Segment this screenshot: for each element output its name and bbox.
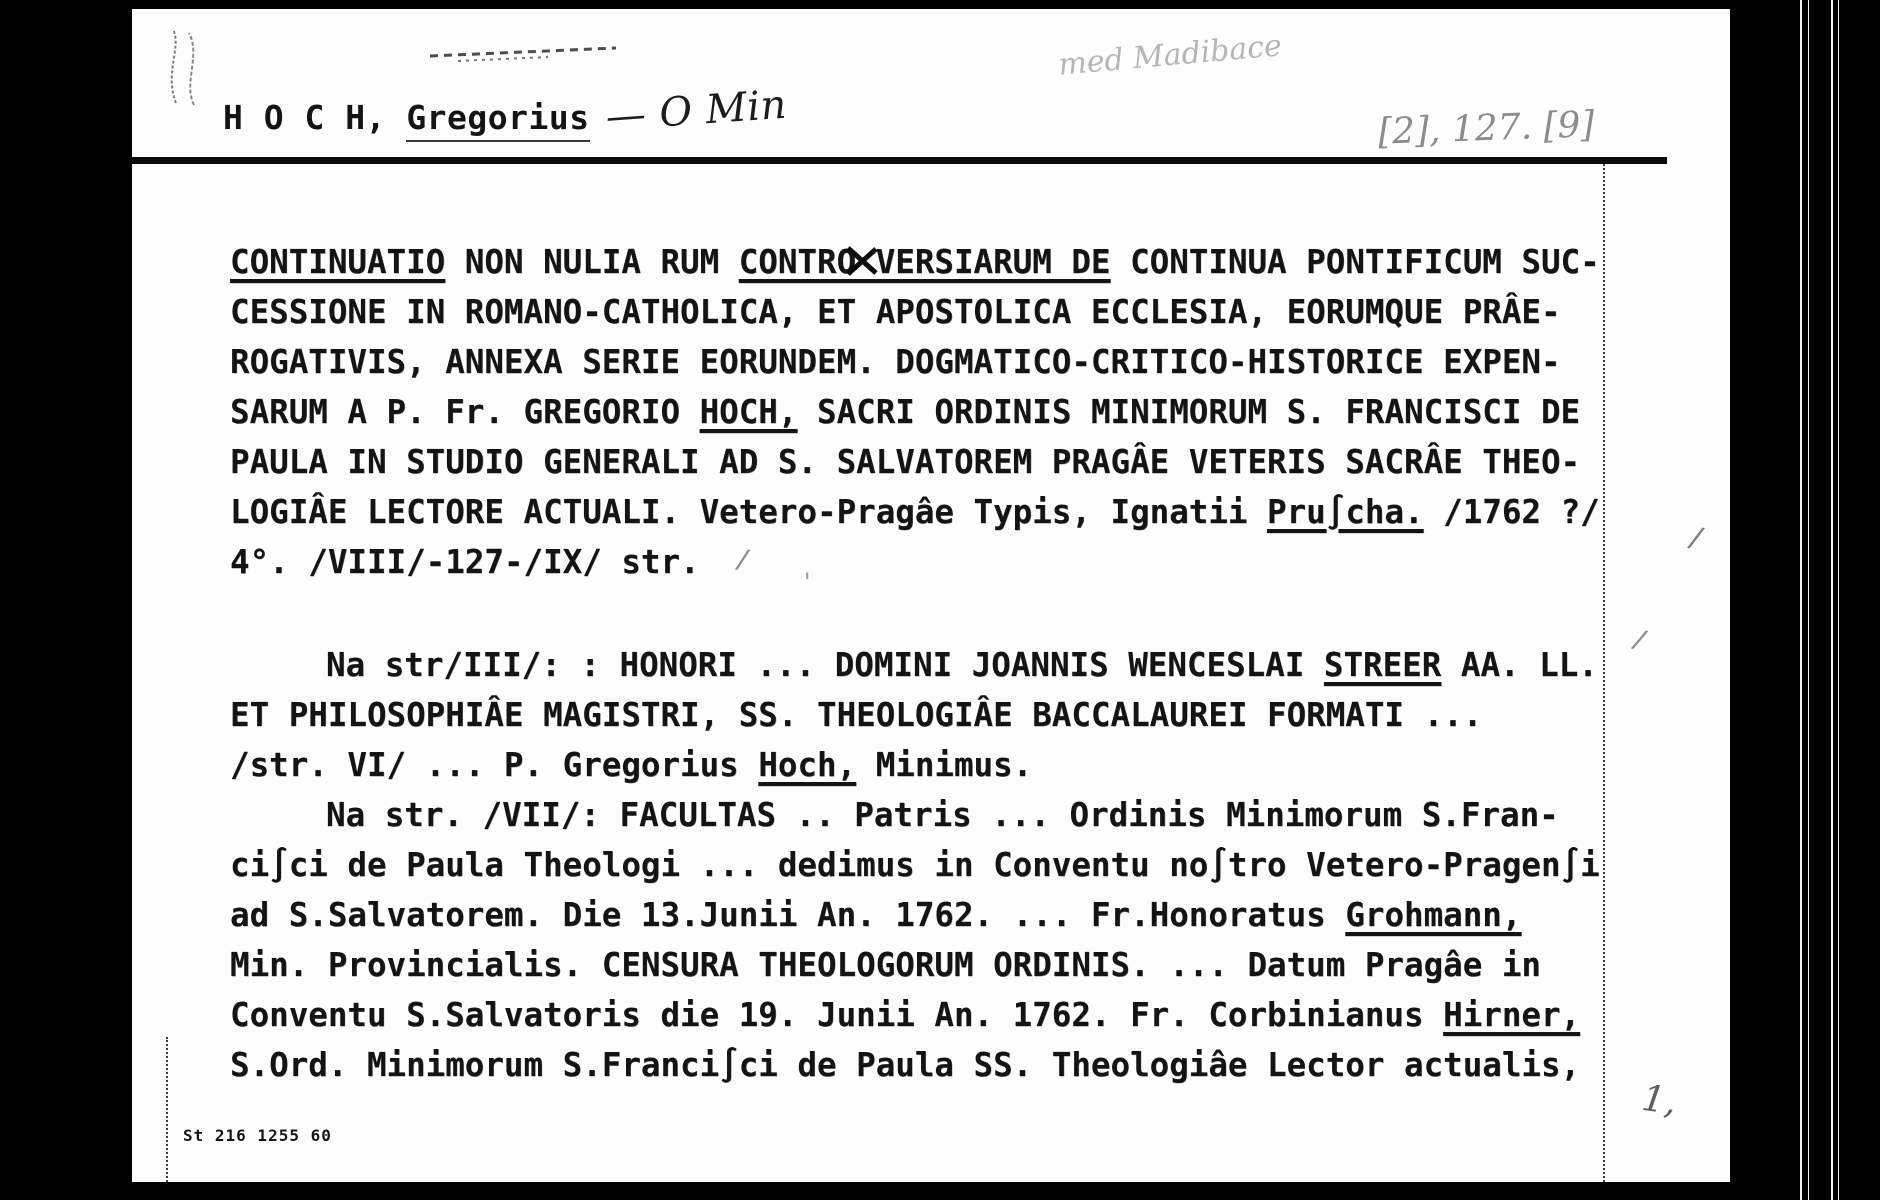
text-run: Minimus. xyxy=(856,746,1033,784)
text-line xyxy=(230,740,1650,790)
text-line xyxy=(230,537,1650,587)
text-line xyxy=(230,690,1650,740)
text-line xyxy=(230,337,1650,387)
pencil-shelf-numbers: [2], 127. [9] xyxy=(1377,104,1596,153)
document-body xyxy=(230,237,1650,1090)
underlined-text: STREER xyxy=(1323,646,1442,684)
card-heading xyxy=(223,81,788,141)
text-run: ET PHILOSOPHIÂE MAGISTRI, SS. THEOLOGIÂE BACCALAUREI FORMATI ... xyxy=(230,696,1483,734)
text-run: LOGIÂE LECTORE ACTUALI. Vetero-Pragâe Typis, Ignatii xyxy=(230,493,1268,531)
text-run: CESSIONE IN ROMANO-CATHOLICA, ET APOSTOLICA ECCLESIA, EORUMQUE PRÂE- xyxy=(230,293,1561,331)
pencil-page-mark: 1, xyxy=(1639,1077,1680,1124)
pencil-tick: / xyxy=(1628,623,1652,657)
text-line xyxy=(230,1040,1650,1090)
paragraph xyxy=(230,640,1650,790)
film-edge-line xyxy=(1800,0,1802,1200)
pencil-scribble-mark xyxy=(428,42,618,64)
text-line xyxy=(230,940,1650,990)
pencil-squiggle-mark xyxy=(156,25,210,109)
text-run: S.Ord. Minimorum S.Franci∫ci de Paula SS. Theologiâe Lector actualis, xyxy=(230,1046,1581,1084)
text-run: 4°. /VIII/-127-/IX/ str. xyxy=(230,543,700,581)
pencil-tick: / xyxy=(732,544,753,576)
text-run: /1762 ?/ xyxy=(1423,493,1600,531)
text-line xyxy=(230,387,1650,437)
handwritten-tie-mark xyxy=(842,246,882,276)
text-run: SACRI ORDINIS MINIMORUM S. FRANCISCI DE xyxy=(797,393,1581,431)
text-run: ROGATIVIS, ANNEXA SERIE EORUNDEM. DOGMATICO-CRITICO-HISTORICE EXPEN- xyxy=(230,343,1561,381)
underlined-text: HOCH, xyxy=(699,393,798,431)
text-run: AA. LL. xyxy=(1441,646,1598,684)
text-run: Min. Provincialis. CENSURA THEOLOGORUM ORDINIS. ... Datum Pragâe in xyxy=(230,946,1541,984)
catalog-card-paper xyxy=(132,9,1730,1182)
heading-surname: H O C H, xyxy=(223,98,407,137)
underlined-text: Hirner, xyxy=(1443,996,1581,1034)
film-edge-line xyxy=(1808,0,1809,1200)
text-run: /str. VI/ ... P. Gregorius xyxy=(230,746,759,784)
text-run: ci∫ci de Paula Theologi ... dedimus in Conventu no∫tro Vetero-Pragen∫i xyxy=(230,846,1600,884)
text-line xyxy=(230,287,1650,337)
handwritten-order-note: — O Min xyxy=(603,81,788,141)
text-run: PAULA IN STUDIO GENERALI AD S. SALVATOREM PRAGÂE VETERIS SACRÂE THEO- xyxy=(230,443,1581,481)
text-line xyxy=(230,237,1650,287)
pencil-tick: ' xyxy=(800,568,815,596)
text-line xyxy=(230,640,1650,690)
pencil-tick: / xyxy=(1684,519,1709,556)
film-edge-line xyxy=(1831,0,1833,1200)
text-run: Na str. /VII/: FACULTAS .. Patris ... Ordinis Minimorum S.Fran- xyxy=(326,796,1559,834)
underlined-text: Grohmann, xyxy=(1345,896,1522,934)
text-line xyxy=(230,790,1650,840)
text-run: Conventu S.Salvatoris die 19. Junii An. 1762. Fr. Corbinianus xyxy=(230,996,1444,1034)
text-run: ad S.Salvatorem. Die 13.Junii An. 1762. ... Fr.Honoratus xyxy=(230,896,1346,934)
text-run: NON NULIA RUM xyxy=(445,243,739,281)
text-line xyxy=(230,890,1650,940)
underlined-text: CONTINUATIO xyxy=(230,243,446,281)
pencil-note: med Madibace xyxy=(1056,28,1284,83)
text-line xyxy=(230,990,1650,1040)
text-line xyxy=(230,840,1650,890)
catalog-code: St 216 1255 60 xyxy=(183,1126,332,1145)
heading-forename: Gregorius xyxy=(406,98,589,142)
underlined-text: Hoch, xyxy=(758,746,857,784)
text-run: Na str/III/: : HONORI ... DOMINI JOANNIS WENCESLAI xyxy=(326,646,1324,684)
text-line xyxy=(230,487,1650,537)
film-edge-line xyxy=(1838,0,1839,1200)
text-run: CONTINUA PONTIFICUM SUC- xyxy=(1110,243,1600,281)
underlined-text: Pru∫cha. xyxy=(1267,493,1424,531)
dotted-margin-line-left xyxy=(166,1037,168,1182)
underlined-text: CONTRO VERSIARUM DE xyxy=(738,243,1111,281)
header-rule xyxy=(132,157,1667,164)
paragraph xyxy=(230,790,1650,1090)
text-run: SARUM A P. Fr. GREGORIO xyxy=(230,393,700,431)
paragraph xyxy=(230,237,1650,587)
text-line xyxy=(230,437,1650,487)
